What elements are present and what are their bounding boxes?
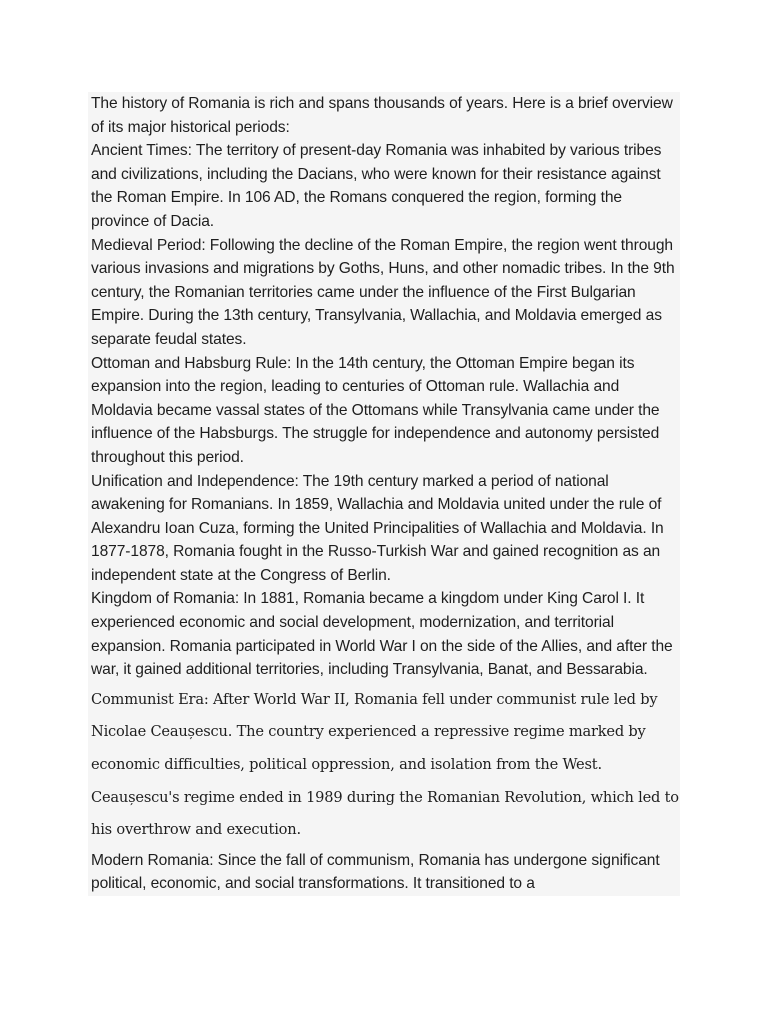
medieval-period-paragraph: Medieval Period: Following the decline of the Roman Empire, the region went through various invasions and migrations by Goths, Huns, and other nomadic tribes. In the 9th century, the Romanian territories came under the influence of the First Bulgarian Empire. During the 13th century, Transylvania, Wallachia, and Moldavia emerged as separate feudal states. xyxy=(88,234,680,352)
kingdom-of-romania-paragraph: Kingdom of Romania: In 1881, Romania became a kingdom under King Carol I. It experienced economic and social development, modernization, and territorial expansion. Romania participated in World War I on the side of the Allies, and after the war, it gained additional territories, including Transylvania, Banat, and Bessarabia. xyxy=(88,587,680,681)
ancient-times-paragraph: Ancient Times: The territory of present-day Romania was inhabited by various tribes and civilizations, including the Dacians, who were known for their resistance against the Roman Empire. In 106 AD, the Romans conquered the region, forming the province of Dacia. xyxy=(88,139,680,233)
communist-era-paragraph: Communist Era: After World War II, Romania fell under communist rule led by Nicolae Ceaușescu. The country experienced a repressive regime marked by economic difficulties, political oppression, and isolation from the West. Ceaușescu's regime ended in 1989 during the Romanian Revolution, which led to his overthrow and execution. xyxy=(88,682,680,849)
ottoman-habsburg-paragraph: Ottoman and Habsburg Rule: In the 14th century, the Ottoman Empire began its expansion into the region, leading to centuries of Ottoman rule. Wallachia and Moldavia became vassal states of the Ottomans while Transylvania came under the influence of the Habsburgs. The struggle for independence and autonomy persisted throughout this period. xyxy=(88,352,680,470)
modern-romania-paragraph: Modern Romania: Since the fall of communism, Romania has undergone significant political, economic, and social transformations. It transitioned to a xyxy=(88,849,680,896)
document-body xyxy=(88,92,680,896)
intro-paragraph: The history of Romania is rich and spans thousands of years. Here is a brief overview of its major historical periods: xyxy=(88,92,680,139)
unification-independence-paragraph: Unification and Independence: The 19th century marked a period of national awakening for Romanians. In 1859, Wallachia and Moldavia united under the rule of Alexandru Ioan Cuza, forming the United Principalities of Wallachia and Moldavia. In 1877-1878, Romania fought in the Russo-Turkish War and gained recognition as an independent state at the Congress of Berlin. xyxy=(88,470,680,588)
